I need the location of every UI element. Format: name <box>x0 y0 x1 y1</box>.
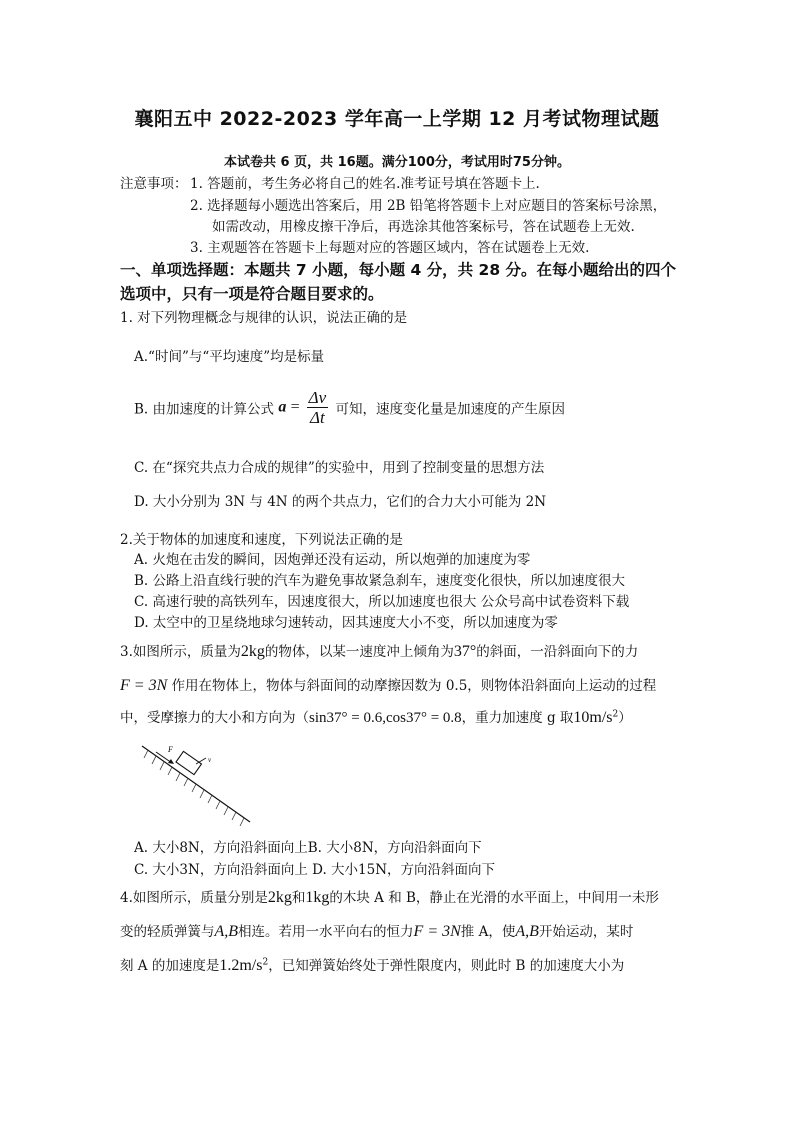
q4-text: ，已知弹簧始终处于弹性限度内，则此时 B 的加速度大小为 <box>268 958 625 974</box>
q3-trig-values: sin37° = 0.6,cos37° = 0.8 <box>309 710 462 726</box>
q1-option-b <box>134 388 565 427</box>
formula-fraction <box>307 388 329 427</box>
force-label: F <box>168 745 173 754</box>
q1-option-d: D. 大小分别为 3N 与 4N 的两个共点力，它们的合力大小可能为 2N <box>134 494 547 510</box>
q3-text: ） <box>618 710 632 726</box>
note-1: 1. 答题前，考生务必将自己的姓名.准考证号填在答题卡上. <box>190 176 540 192</box>
q1-option-b-prefix: B. 由加速度的计算公式 <box>134 401 275 418</box>
q3-angle: 37° <box>453 643 477 660</box>
q3-line-1 <box>120 640 638 661</box>
incline-diagram <box>138 738 258 828</box>
q4-symbols: A,B <box>515 923 539 940</box>
formula-equals: = <box>290 398 304 416</box>
q1-option-a: A.“时间”与“平均速度”均是标量 <box>134 349 325 365</box>
q1-option-c: C. 在“探究共点力合成的规律”的实验中，用到了控制变量的思想方法 <box>134 460 545 476</box>
q4-mass-b: 1kg <box>305 889 330 906</box>
q3-mass: 2kg <box>240 643 265 660</box>
section-heading-line-1: 一、单项选择题：本题共 7 小题，每小题 4 分，共 28 分。在每小题给出的四个 <box>120 261 677 279</box>
q4-acceleration-exponent: 2 <box>262 957 269 968</box>
force-arrowhead <box>168 759 174 764</box>
q4-force: F = 3N <box>413 923 461 940</box>
q4-line-3 <box>120 954 624 975</box>
q4-line-2 <box>120 920 633 941</box>
section-heading-line-2: 选项中，只有一项是符合题目要求的。 <box>120 285 384 303</box>
note-2-line-1: 2. 选择题每小题选出答案后，用 2B 铅笔将答题卡上对应题目的答案标号涂黑， <box>190 198 667 214</box>
q3-options-ab: A. 大小8N，方向沿斜面向上B. 大小8N，方向沿斜面向下 <box>134 840 482 856</box>
q1-stem: 1. 对下列物理概念与规律的认识，说法正确的是 <box>120 310 408 326</box>
q2-option-a: A. 火炮在击发的瞬间，因炮弹还没有运动，所以炮弹的加速度为零 <box>134 552 531 568</box>
page-title: 襄阳五中 2022-2023 学年高一上学期 12 月考试物理试题 <box>134 108 660 130</box>
q3-text: ，重力加速度 g 取 <box>461 710 574 726</box>
q4-mass-a: 2kg <box>267 889 292 906</box>
q3-gravity-exponent: 2 <box>612 709 619 720</box>
q4-text: 开始运动，某时 <box>538 924 634 940</box>
formula-denominator: Δt <box>310 408 325 427</box>
notes-label: 注意事项： <box>120 176 188 192</box>
q3-text: 作用在物体上，物体与斜面间的动摩擦因数为 0.5，则物体沿斜面向上运动的过程 <box>167 678 657 694</box>
q4-symbols: A,B <box>214 923 239 940</box>
exam-info: 本试卷共 6 页，共 16题。满分100分，考试用时75分钟。 <box>224 155 570 170</box>
velocity-label: v <box>208 756 212 764</box>
q3-options-cd: C. 大小3N，方向沿斜面向上 D. 大小15N，方向沿斜面向下 <box>134 862 496 878</box>
note-2-line-2: 如需改动，用橡皮擦干净后，再选涂其他答案标号，答在试题卷上无效. <box>212 219 635 235</box>
q2-stem: 2.关于物体的加速度和速度，下列说法正确的是 <box>120 532 403 548</box>
q3-text: 中，受摩擦力的大小和方向为（ <box>120 710 309 726</box>
q3-text: 的斜面，一沿斜面向下的力 <box>476 644 639 660</box>
q3-gravity: 10m/s <box>573 709 613 726</box>
q2-option-b: B. 公路上沿直线行驶的汽车为避免事故紧急刹车，速度变化很快，所以加速度很大 <box>134 573 626 589</box>
formula-numerator: Δv <box>308 388 327 407</box>
q2-option-c: C. 高速行驶的高铁列车，因速度很大，所以加速度也很大 公众号高中试卷资料下载 <box>134 594 630 610</box>
q3-text: 3.如图所示，质量为 <box>120 644 241 660</box>
q4-line-1 <box>120 886 659 907</box>
note-3: 3. 主观题答在答题卡上每题对应的答题区域内，答在试题卷上无效. <box>190 240 590 256</box>
q4-acceleration: 1.2m/s <box>219 957 263 974</box>
q4-text: 4.如图所示，质量分别是 <box>120 890 268 906</box>
q4-text: 相连。若用一水平向右的恒力 <box>238 924 414 940</box>
q2-option-d: D. 太空中的卫星绕地球匀速转动，因其速度大小不变，所以加速度为零 <box>134 615 558 631</box>
q1-option-b-suffix: 可知，速度变化量是加速度的产生原因 <box>335 401 565 418</box>
formula-symbol-a: a <box>278 398 287 416</box>
q3-force: F = 3N <box>120 677 168 694</box>
q3-line-2 <box>120 674 656 695</box>
q3-line-3 <box>120 706 632 727</box>
q4-text: 推 A，使 <box>460 924 516 940</box>
q4-text: 的木块 A 和 B，静止在光滑的水平面上，中间用一未形 <box>329 890 659 906</box>
q3-text: 的物体，以某一速度冲上倾角为 <box>264 644 454 660</box>
q4-text: 和 <box>291 890 306 906</box>
q4-text: 变的轻质弹簧与 <box>120 924 215 940</box>
q4-text: 刻 A 的加速度是 <box>120 958 220 974</box>
